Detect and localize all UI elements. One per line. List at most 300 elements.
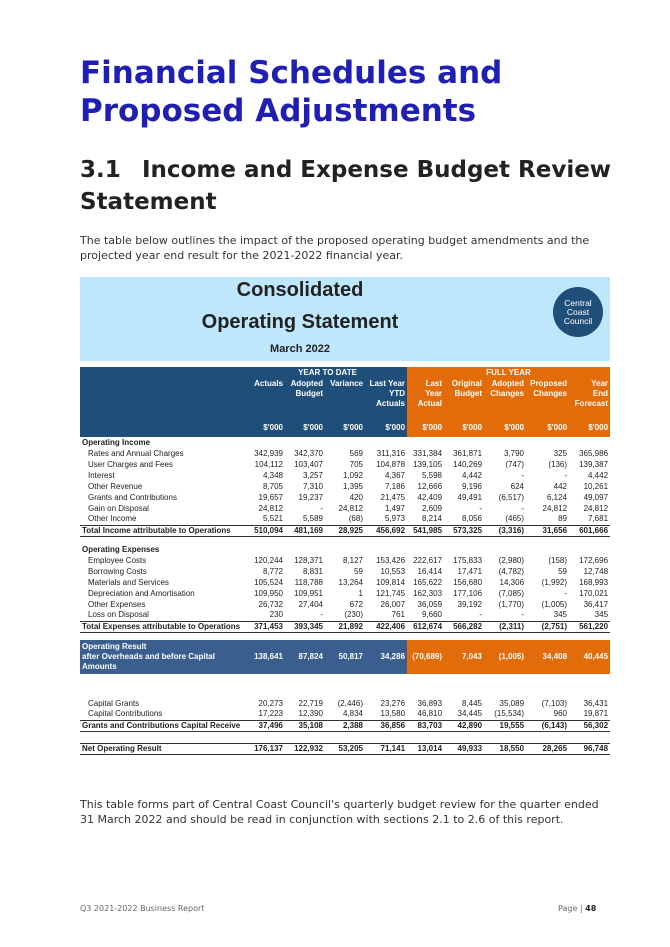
- value-cell: 19,657: [258, 492, 283, 502]
- logo-word: Coast: [566, 306, 590, 317]
- row-label: Total Income attributable to Operations: [80, 525, 248, 536]
- value-cell: 345: [594, 610, 609, 620]
- value-cell: 8,705: [262, 481, 283, 491]
- column-header-line: Last: [425, 379, 443, 388]
- value-cell: (1,770): [498, 599, 525, 609]
- value-cell: 128,371: [294, 555, 323, 565]
- table-row: [80, 610, 610, 621]
- value-cell: (3,316): [484, 525, 526, 536]
- header-blank: [80, 423, 248, 437]
- row-label: Grants and Contributions: [88, 492, 177, 502]
- value-cell: 140,269: [453, 459, 483, 469]
- value-cell: 28,265: [526, 743, 569, 754]
- value-cell: 34,445: [457, 709, 483, 719]
- value-cell: 393,345: [285, 621, 325, 632]
- value-cell: 422,406: [365, 621, 407, 632]
- column-header-line: Proposed: [530, 379, 568, 388]
- row-label: Operating Income: [82, 437, 151, 447]
- value-cell: 122,932: [285, 743, 325, 754]
- footer-page: [558, 904, 596, 913]
- value-cell: 761: [391, 610, 406, 620]
- value-cell: 168,993: [579, 577, 609, 587]
- value-cell: 109,951: [294, 588, 323, 598]
- value-cell: 53,205: [325, 743, 365, 754]
- operating-result-label: [80, 640, 248, 674]
- value-cell: 6,124: [546, 492, 568, 502]
- value-cell: (6,143): [526, 720, 569, 731]
- spacer-row: [80, 632, 610, 640]
- row-label: Other Revenue: [88, 481, 143, 491]
- column-header-line: [528, 399, 567, 409]
- value-cell: 10,553: [380, 566, 406, 576]
- spacer-row: [80, 536, 610, 544]
- value-cell: 331,384: [413, 448, 443, 458]
- value-cell: -: [320, 610, 323, 620]
- value-cell: 8,445: [461, 698, 483, 708]
- value-cell: 118,788: [294, 577, 323, 587]
- value-cell: 36,431: [583, 698, 609, 708]
- unit-cell: $'000: [365, 423, 407, 437]
- column-header-line: Year: [425, 389, 443, 398]
- column-header: [526, 379, 569, 423]
- value-cell: 1,092: [342, 470, 363, 480]
- value-cell: 36,059: [417, 599, 443, 609]
- value-cell: (158): [548, 555, 568, 565]
- value-cell: 156,680: [453, 577, 483, 587]
- value-cell: 371,453: [248, 621, 285, 632]
- row-label: User Charges and Fees: [88, 459, 173, 469]
- column-header-line: [327, 389, 363, 399]
- column-header-line: [327, 399, 363, 409]
- footer-report-name: Q3 2021-2022 Business Report: [80, 904, 205, 913]
- column-header: [484, 379, 526, 423]
- value-cell: (2,311): [484, 621, 526, 632]
- spacer-cell: [80, 536, 610, 544]
- value-cell: 2,388: [325, 720, 365, 731]
- group-full-year: FULL YEAR: [407, 367, 610, 379]
- intro-paragraph: The table below outlines the impact of the proposed operating budget amendments and the projected year end result for the 2021-2022 financial year.: [80, 234, 590, 262]
- column-header-line: Changes: [490, 389, 525, 398]
- spacer-cell: [80, 731, 610, 743]
- value-cell: 705: [349, 459, 363, 469]
- value-cell: 481,169: [285, 525, 325, 536]
- row-label: Operating Expenses: [82, 544, 160, 554]
- value-cell: (2,980): [498, 555, 525, 565]
- value-cell: 3,257: [302, 470, 323, 480]
- value-cell: 325: [553, 448, 568, 458]
- value-cell: 19,871: [583, 709, 609, 719]
- table-row: [80, 481, 610, 492]
- unit-cell: $'000: [407, 423, 444, 437]
- row-label: Grants and Contributions Capital Receive: [80, 720, 248, 731]
- value-cell: 19,555: [484, 720, 526, 731]
- value-cell: 139,105: [413, 459, 443, 469]
- value-cell: (136): [548, 459, 568, 469]
- operating-result-line: Operating Result: [82, 642, 147, 651]
- value-cell: 5,973: [384, 514, 406, 524]
- value-cell: 566,282: [444, 621, 484, 632]
- unit-cell: $'000: [569, 423, 610, 437]
- column-header: [248, 379, 285, 423]
- value-cell: 13,014: [407, 743, 444, 754]
- table-row: [80, 514, 610, 525]
- value-cell: 27,404: [298, 599, 323, 609]
- row-label: Employee Costs: [88, 555, 147, 565]
- value-cell: 342,939: [254, 448, 283, 458]
- value-cell: 5,521: [262, 514, 283, 524]
- value-cell: 165,622: [413, 577, 443, 587]
- value-cell: 9,196: [461, 481, 483, 491]
- value-cell: 561,220: [569, 621, 610, 632]
- column-header-line: [250, 399, 283, 409]
- section-heading-row: [80, 544, 610, 555]
- value-cell: 109,950: [254, 588, 283, 598]
- column-header-line: Adopted: [290, 379, 323, 388]
- banner-period: March 2022: [270, 343, 330, 355]
- unit-cell: $'000: [484, 423, 526, 437]
- value-cell: -: [320, 503, 323, 513]
- value-cell: 624: [510, 481, 525, 491]
- value-cell: (2,446): [337, 698, 363, 708]
- value-cell: 175,833: [453, 555, 483, 565]
- row-label: Total Expenses attributable to Operations: [80, 621, 248, 632]
- table-row: [80, 555, 610, 566]
- value-cell: 36,893: [417, 698, 443, 708]
- value-cell: 105,524: [254, 577, 283, 587]
- value-cell: 42,409: [417, 492, 443, 502]
- value-cell: 4,442: [461, 470, 483, 480]
- value-cell: 601,666: [569, 525, 610, 536]
- total-row: [80, 621, 610, 632]
- column-header-line: Changes: [533, 389, 568, 398]
- logo-word: Central: [564, 297, 592, 308]
- value-cell: 177,106: [453, 588, 483, 598]
- value-cell: 59: [354, 566, 363, 576]
- value-cell: 365,986: [579, 448, 609, 458]
- row-label: Other Expenses: [88, 599, 146, 609]
- operating-statement-table: [80, 367, 610, 755]
- value-cell: -: [564, 470, 568, 480]
- value-cell: 1,395: [342, 481, 363, 491]
- value-cell: 24,812: [542, 503, 568, 513]
- value-cell: 17,471: [457, 566, 483, 576]
- value-cell: 89: [558, 514, 568, 524]
- row-label: Rates and Annual Charges: [88, 448, 184, 458]
- value-cell: 541,985: [407, 525, 444, 536]
- value-cell: 24,812: [338, 503, 363, 513]
- value-cell: 109,814: [376, 577, 406, 587]
- operating-result-line: after Overheads and before Capital: [82, 652, 215, 661]
- row-label: Materials and Services: [88, 577, 169, 587]
- value-cell: 12,390: [298, 709, 323, 719]
- value-cell: (6,517): [498, 492, 525, 502]
- unit-cell: $'000: [285, 423, 325, 437]
- value-cell: 50,817: [325, 640, 365, 674]
- value-cell: 5,598: [421, 470, 443, 480]
- column-header: [569, 379, 610, 423]
- value-cell: 56,302: [569, 720, 610, 731]
- page-number: 48: [585, 904, 597, 913]
- value-cell: 22,719: [298, 698, 323, 708]
- value-cell: 222,617: [413, 555, 443, 565]
- banner-line2: Operating Statement: [201, 311, 399, 333]
- spacer-row: [80, 731, 610, 743]
- header-blank: [80, 367, 248, 379]
- value-cell: 21,892: [325, 621, 365, 632]
- table-row: [80, 566, 610, 577]
- value-cell: 24,812: [258, 503, 283, 513]
- value-cell: -: [521, 610, 525, 620]
- spacer-row: [80, 674, 610, 698]
- value-cell: 36,417: [583, 599, 609, 609]
- column-header-line: [250, 389, 283, 399]
- value-cell: -: [521, 470, 525, 480]
- value-cell: 420: [349, 492, 363, 502]
- value-cell: 162,303: [413, 588, 443, 598]
- value-cell: 569: [349, 448, 363, 458]
- value-cell: 8,831: [302, 566, 323, 576]
- value-cell: 8,772: [262, 566, 283, 576]
- column-header-line: [287, 399, 323, 409]
- value-cell: 46,810: [417, 709, 443, 719]
- value-cell: 120,244: [254, 555, 283, 565]
- value-cell: (230): [344, 610, 363, 620]
- council-logo: [553, 287, 603, 337]
- unit-cell: $'000: [248, 423, 285, 437]
- row-label: Loss on Disposal: [88, 610, 149, 620]
- value-cell: 49,491: [457, 492, 483, 502]
- value-cell: 121,745: [376, 588, 406, 598]
- value-cell: (68): [348, 514, 363, 524]
- spacer-cell: [80, 632, 610, 640]
- row-label: Other Income: [88, 514, 137, 524]
- statement-banner: [80, 277, 610, 361]
- value-cell: 20,273: [258, 698, 283, 708]
- value-cell: 8,214: [421, 514, 443, 524]
- value-cell: (4,782): [498, 566, 525, 576]
- value-cell: 4,348: [262, 470, 283, 480]
- table-row: [80, 698, 610, 709]
- value-cell: 139,387: [579, 459, 609, 469]
- row-label: Borrowing Costs: [88, 566, 147, 576]
- value-cell: 4,367: [384, 470, 406, 480]
- table-row: [80, 448, 610, 459]
- value-cell: 34,408: [526, 640, 569, 674]
- value-cell: (1,005): [484, 640, 526, 674]
- group-year-to-date: YEAR TO DATE: [248, 367, 407, 379]
- column-header-line: Forecast: [574, 399, 609, 408]
- row-label: Gain on Disposal: [88, 503, 149, 513]
- column-header-line: Year: [591, 379, 609, 388]
- value-cell: 18,550: [484, 743, 526, 754]
- table-row: [80, 588, 610, 599]
- column-header-line: Budget: [295, 389, 323, 398]
- value-cell: 361,871: [453, 448, 483, 458]
- value-cell: 12,748: [583, 566, 609, 576]
- total-row: [80, 743, 610, 754]
- section-title: Income and Expense Budget Review Statement: [80, 157, 612, 215]
- value-cell: 342,370: [294, 448, 323, 458]
- value-cell: 13,580: [380, 709, 406, 719]
- value-cell: 71,141: [365, 743, 407, 754]
- page-title: Financial Schedules and Proposed Adjustments: [80, 55, 503, 129]
- total-row: [80, 525, 610, 536]
- value-cell: (1,005): [541, 599, 568, 609]
- value-cell: -: [521, 503, 525, 513]
- logo-word: Council: [563, 315, 593, 326]
- value-cell: 31,656: [526, 525, 569, 536]
- value-cell: 7,043: [444, 640, 484, 674]
- value-cell: 40,445: [569, 640, 610, 674]
- value-cell: 5,589: [302, 514, 323, 524]
- value-cell: (7,085): [498, 588, 525, 598]
- page-label: Page |: [558, 904, 583, 913]
- value-cell: 456,692: [365, 525, 407, 536]
- value-cell: -: [479, 610, 483, 620]
- value-cell: 311,316: [376, 448, 406, 458]
- value-cell: 960: [553, 709, 568, 719]
- value-cell: 104,878: [376, 459, 406, 469]
- value-cell: 34,286: [365, 640, 407, 674]
- value-cell: 36,856: [365, 720, 407, 731]
- total-row: [80, 720, 610, 731]
- column-header-line: [446, 399, 482, 409]
- section-heading: [80, 154, 620, 218]
- unit-cell: $'000: [325, 423, 365, 437]
- value-cell: (15,534): [494, 709, 525, 719]
- column-header-line: Original: [451, 379, 483, 388]
- column-header-line: YTD: [389, 389, 406, 398]
- column-header-line: Adopted: [491, 379, 525, 388]
- banner-line1: Consolidated: [236, 279, 364, 301]
- value-cell: 8,056: [461, 514, 483, 524]
- row-label: Capital Contributions: [88, 709, 163, 719]
- value-cell: 8,127: [342, 555, 363, 565]
- value-cell: 230: [269, 610, 283, 620]
- value-cell: 19,237: [298, 492, 323, 502]
- value-cell: 21,475: [380, 492, 406, 502]
- value-cell: 59: [558, 566, 568, 576]
- value-cell: 442: [553, 481, 568, 491]
- value-cell: (1,992): [541, 577, 568, 587]
- value-cell: 35,089: [499, 698, 525, 708]
- value-cell: (70,689): [407, 640, 444, 674]
- value-cell: 103,407: [294, 459, 323, 469]
- value-cell: 4,442: [588, 470, 609, 480]
- value-cell: 7,310: [302, 481, 323, 491]
- value-cell: 16,414: [417, 566, 443, 576]
- value-cell: 7,681: [588, 514, 609, 524]
- table-row: [80, 470, 610, 481]
- column-header: [285, 379, 325, 423]
- value-cell: 7,186: [384, 481, 406, 491]
- value-cell: 24,812: [583, 503, 609, 513]
- value-cell: 10,261: [583, 481, 609, 491]
- value-cell: (7,103): [541, 698, 568, 708]
- value-cell: (465): [505, 514, 525, 524]
- column-header-line: Actual: [417, 399, 443, 408]
- value-cell: 28,925: [325, 525, 365, 536]
- value-cell: 4,834: [342, 709, 363, 719]
- value-cell: 345: [553, 610, 568, 620]
- column-header-line: End: [592, 389, 609, 398]
- table-row: [80, 492, 610, 503]
- column-header: [444, 379, 484, 423]
- value-cell: 510,094: [248, 525, 285, 536]
- column-header: [365, 379, 407, 423]
- value-cell: 96,748: [569, 743, 610, 754]
- value-cell: 153,426: [376, 555, 406, 565]
- header-blank: [80, 379, 248, 423]
- value-cell: 14,306: [499, 577, 525, 587]
- value-cell: 12,666: [417, 481, 443, 491]
- value-cell: 612,674: [407, 621, 444, 632]
- value-cell: 26,007: [380, 599, 406, 609]
- value-cell: 104,112: [254, 459, 283, 469]
- value-cell: 42,890: [444, 720, 484, 731]
- row-label: Capital Grants: [88, 698, 140, 708]
- table-row: [80, 709, 610, 720]
- value-cell: 35,108: [285, 720, 325, 731]
- value-cell: 37,496: [248, 720, 285, 731]
- operating-result-line: Amounts: [82, 662, 117, 671]
- column-header-line: Last Year: [369, 379, 406, 388]
- value-cell: 39,192: [457, 599, 483, 609]
- spacer-cell: [80, 674, 610, 698]
- section-heading-row: [80, 437, 610, 448]
- unit-cell: $'000: [526, 423, 569, 437]
- value-cell: 172,696: [579, 555, 609, 565]
- closing-paragraph: This table forms part of Central Coast Council's quarterly budget review for the quarter ended 31 March 2022 and should be read in conjunction with sections 2.1 to 2.6 of this report.: [80, 798, 599, 826]
- value-cell: 9,660: [421, 610, 443, 620]
- value-cell: 1: [358, 588, 363, 598]
- column-header-line: Budget: [454, 389, 483, 398]
- value-cell: 672: [349, 599, 363, 609]
- value-cell: 3,790: [503, 448, 525, 458]
- value-cell: 23,276: [380, 698, 406, 708]
- value-cell: -: [564, 588, 568, 598]
- section-number: 3.1: [80, 157, 121, 183]
- value-cell: 26,732: [258, 599, 283, 609]
- table-row: [80, 459, 610, 470]
- value-cell: 49,933: [444, 743, 484, 754]
- column-header-line: Actuals: [376, 399, 406, 408]
- table-row: [80, 503, 610, 514]
- value-cell: 49,097: [583, 492, 609, 502]
- value-cell: 1,497: [384, 503, 406, 513]
- value-cell: 170,021: [579, 588, 609, 598]
- row-label: Interest: [88, 470, 115, 480]
- unit-cell: $'000: [444, 423, 484, 437]
- column-header-line: Variance: [330, 379, 363, 388]
- value-cell: 176,137: [248, 743, 285, 754]
- row-label: Depreciation and Amortisation: [88, 588, 195, 598]
- table-row: [80, 599, 610, 610]
- column-header-line: Actuals: [254, 379, 283, 388]
- value-cell: (2,751): [526, 621, 569, 632]
- column-header: [407, 379, 444, 423]
- column-header: [325, 379, 365, 423]
- value-cell: 17,223: [258, 709, 283, 719]
- value-cell: 13,264: [338, 577, 363, 587]
- value-cell: (747): [505, 459, 525, 469]
- value-cell: 83,703: [407, 720, 444, 731]
- row-label: Net Operating Result: [80, 743, 248, 754]
- table-row: [80, 577, 610, 588]
- value-cell: 87,824: [285, 640, 325, 674]
- value-cell: -: [479, 503, 483, 513]
- value-cell: 2,609: [421, 503, 443, 513]
